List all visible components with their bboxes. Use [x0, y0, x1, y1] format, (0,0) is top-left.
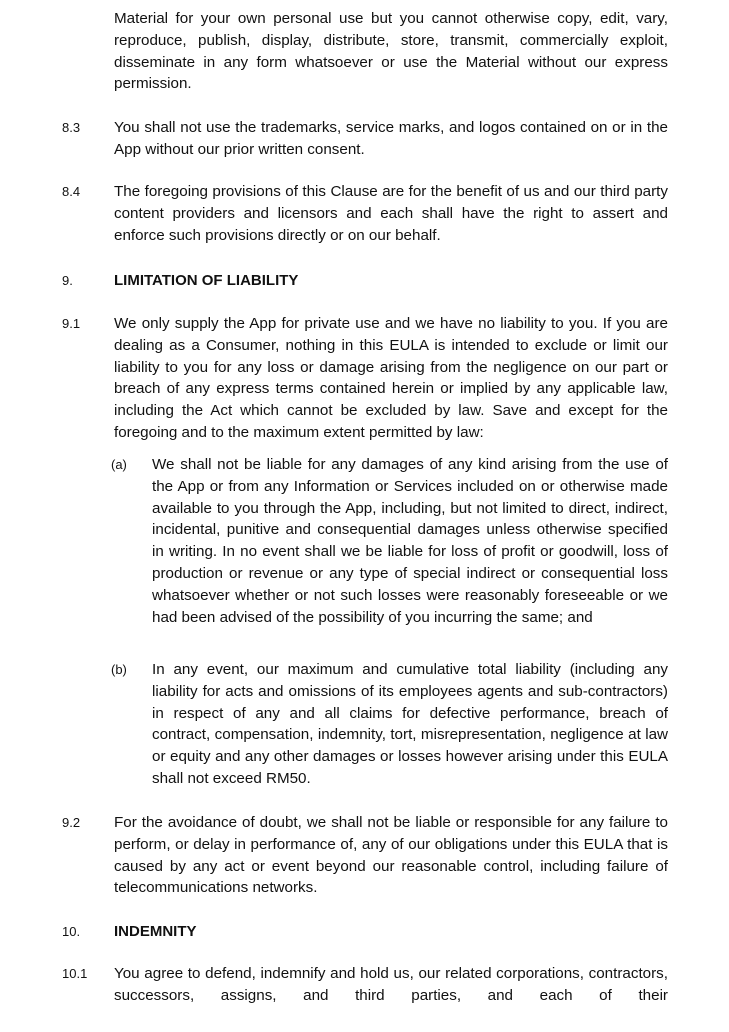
clause-9-1-text: We only supply the App for private use and we have no liability to you. If you are dealing as a Consumer, nothing in this EULA is intended to exclude or limit our liability to you for any loss or damage arising from the negligence on our part or breach of any express terms contained herein or implied by any applicable law, including the Act which cannot be excluded by law. Save and except for the foregoing and to the maximum extent permitted by law: — [114, 315, 668, 441]
clause-number-9-2: 9.2 — [62, 815, 81, 830]
clause-number-9-1: 9.1 — [62, 316, 81, 331]
clause-8-4-text: The foregoing provisions of this Clause are for the benefit of us and our third party content providers and licensors and each shall have the right to assert and enforce such provisions directly or on our behalf. — [114, 183, 668, 244]
sub-clause-label-a: (a) — [111, 457, 127, 472]
clause-number-8-3: 8.3 — [62, 120, 81, 135]
clause-8-3-text: You shall not use the trademarks, service marks, and logos contained on or in the App without our prior written consent. — [114, 119, 668, 158]
sub-clause-b-text: In any event, our maximum and cumulative total liability (including any liability for acts and omissions of its employees agents and sub-contractors) in respect of any and all claims for defective performance, breach of contract, compensation, indemnity, tort, misrepresentation, negligence at law or equity and any other damages or losses however arising under this EULA shall not exceed RM50. — [152, 661, 668, 787]
continuation-paragraph: Material for your own personal use but you cannot otherwise copy, edit, vary, reproduce, publish, display, distribute, store, transmit, commercially exploit, disseminate in any form whatsoever or use the Material without our express permission. — [114, 10, 668, 93]
section-10-title: INDEMNITY — [114, 923, 197, 940]
section-number-9: 9. — [62, 273, 73, 288]
sub-clause-a-text: We shall not be liable for any damages of any kind arising from the use of the App or from any Information or Services included on or otherwise made available to you through the App, including, but not limited to direct, indirect, incidental, punitive and consequential damages unless otherwise specified in writing. In no event shall we be liable for loss of profit or goodwill, loss of production or revenue or any type of special indirect or consequential loss whatsoever whether or not such losses were reasonably foreseeable or we had been advised of the possibility of you incurring the same; and — [152, 456, 668, 626]
clause-9-2-text: For the avoidance of doubt, we shall not be liable or responsible for any failure to perform, or delay in performance of, any of our obligations under this EULA that is caused by any act or event beyond our reasonable control, including failure of telecommunications networks. — [114, 814, 668, 897]
sub-clause-label-b: (b) — [111, 662, 127, 677]
clause-10-1-text: You agree to defend, indemnify and hold us, our related corporations, contractors, successors, assigns, and third parties, and each of their — [114, 965, 668, 1004]
section-number-10: 10. — [62, 924, 81, 939]
clause-number-10-1: 10.1 — [62, 966, 88, 981]
section-9-title: LIMITATION OF LIABILITY — [114, 272, 299, 289]
clause-number-8-4: 8.4 — [62, 184, 81, 199]
